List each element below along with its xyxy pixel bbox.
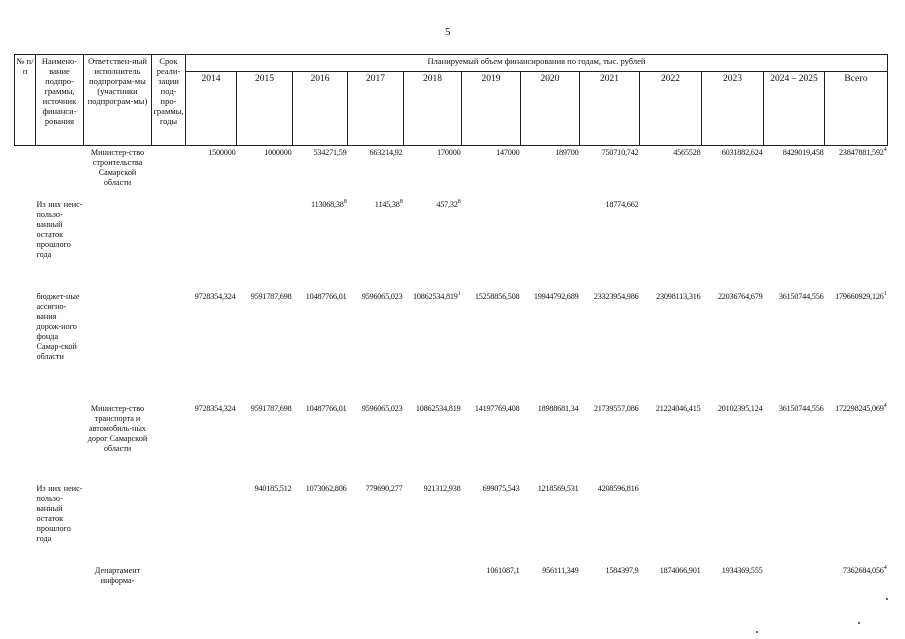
value-text: 179660929,126 [835,291,884,301]
footnote-mark: 1 [883,290,887,297]
cell-value [462,482,521,564]
cell-value [702,290,764,402]
header-funding-group: Планируемый объем финансирования по годам, тыс. рублей [186,55,888,72]
table-row [15,564,888,604]
cell-executor: Департамент информа- [94,565,141,585]
cell-value [348,198,404,290]
value-text: 36150744,556 [778,403,824,413]
cell-value [348,482,404,564]
cell-value [764,482,825,564]
cell-value [702,198,764,290]
header-year: 2019 [462,72,521,146]
header-term: Срок реали-зации под-про-граммы, годы [152,55,186,146]
value-text: 1500000 [208,148,236,157]
value-text: 9728354,324 [194,403,236,413]
value-text: 18988681,34 [537,403,579,413]
cell-value [348,402,404,482]
footnote-mark: 1 [457,290,461,297]
cell-value [237,146,293,198]
cell-value [580,402,640,482]
cell-source: бюджет-ные ассигно-вания дорож-ного фонда Самар-ской области [36,291,80,361]
cell-value [462,198,521,290]
cell-value [702,564,764,604]
value-text: 10487766,01 [305,291,347,301]
cell-value [404,290,462,402]
cell-value [640,482,702,564]
cell-term [152,564,186,604]
value-text: 1061087,1 [486,565,520,575]
cell-term [152,482,186,564]
value-text: 1145,38 [374,199,400,209]
cell-value [404,146,462,198]
value-text: 6031882,624 [721,148,763,157]
value-text: 1934369,555 [721,565,763,575]
table-row [15,482,888,564]
cell-num [15,564,36,604]
cell-executor: Министер-ство строительства Самарской области [90,148,145,187]
value-text: 4208596,816 [597,483,639,493]
header-year: 2018 [404,72,462,146]
value-text: 10487766,01 [305,403,347,413]
cell-value [580,198,640,290]
cell-value [293,146,348,198]
value-text: 19944792,689 [533,291,579,301]
cell-term [152,290,186,402]
cell-value [293,402,348,482]
cell-value [640,146,702,198]
value-text: 956111,349 [542,565,579,575]
value-text: 10862534,819 [413,291,458,301]
header-year: Всего [825,72,888,146]
cell-value [186,564,237,604]
cell-value [825,482,888,564]
cell-executor [84,290,152,402]
financing-table [14,54,888,604]
value-text: 779690,277 [365,483,403,493]
value-text: 18774,662 [605,199,639,209]
cell-executor [84,482,152,564]
header-year: 2022 [640,72,702,146]
cell-value [404,198,462,290]
cell-value [764,198,825,290]
cell-value [348,146,404,198]
table-row [15,402,888,482]
cell-value [186,198,237,290]
cell-value [404,564,462,604]
cell-value [293,198,348,290]
cell-value [521,290,580,402]
cell-value [462,146,521,198]
value-text: 9591787,698 [250,403,292,413]
header-year: 2023 [702,72,764,146]
header-year: 2017 [348,72,404,146]
table-row [15,290,888,402]
cell-num [15,402,36,482]
cell-value [521,564,580,604]
header-year: 2020 [521,72,580,146]
cell-value [825,564,888,604]
cell-value [640,564,702,604]
value-text: 663214,92 [369,148,403,157]
cell-value [521,146,580,198]
value-text: 21739557,086 [593,403,639,413]
cell-value [348,290,404,402]
page-number: 5 [445,26,451,38]
header-year: 2021 [580,72,640,146]
value-text: 23847881,592 [839,148,884,157]
cell-value [764,290,825,402]
table-row [15,146,888,198]
cell-value [462,402,521,482]
header-year: 2024 – 2025 [764,72,825,146]
value-text: 940185,512 [254,483,292,493]
value-text: 9591787,698 [250,291,292,301]
value-text: 921312,938 [423,483,461,493]
cell-value [293,564,348,604]
cell-source: Из них неис-пользо-ванный остаток прошлого года [36,199,83,259]
cell-value [580,564,640,604]
value-text: 15258856,508 [474,291,520,301]
cell-value [293,290,348,402]
cell-value [640,198,702,290]
header-executor: Ответствен-ный исполнитель подпрограм-мы (участники подпрограм-мы) [84,55,152,146]
footnote-mark: 8 [399,198,403,205]
footnote-mark: 8 [457,198,461,205]
value-text: 4565528 [673,148,701,157]
value-text: 189700 [555,148,579,157]
cell-term [152,146,186,198]
value-text: 1874066,901 [659,565,701,575]
value-text: 534271,59 [313,148,347,157]
header-year: 2016 [293,72,348,146]
value-text: 1000000 [264,148,292,157]
cell-value [521,402,580,482]
cell-source [36,564,84,604]
footnote-mark: 8 [343,198,347,205]
cell-num [15,198,36,290]
cell-executor: Министер-ство транспорта и автомобиль-ных дорог Самарской области [87,403,148,453]
value-text: 8429019,458 [782,148,824,157]
cell-value [404,482,462,564]
value-text: 23098113,316 [656,291,701,301]
cell-term [152,198,186,290]
footnote-mark: 4 [883,147,887,153]
cell-value [825,402,888,482]
cell-value [580,290,640,402]
value-text: 23323954,986 [593,291,639,301]
header-name: Наимено-вание подпро-граммы, источник финанси-рования [36,55,84,146]
cell-value [237,564,293,604]
cell-value [702,402,764,482]
value-text: 20102395,124 [717,403,763,413]
cell-value [237,290,293,402]
cell-term [152,402,186,482]
value-text: 14197769,408 [474,403,520,413]
cell-source [36,402,84,482]
cell-value [186,146,237,198]
cell-value [640,402,702,482]
cell-value [825,198,888,290]
cell-value [640,290,702,402]
cell-value [580,482,640,564]
value-text: 147000 [496,148,520,157]
value-text: 113068,38 [310,199,344,209]
value-text: 1073062,806 [305,483,347,493]
value-text: 22036764,679 [717,291,763,301]
value-text: 9596065,023 [361,403,403,413]
value-text: 10862534,819 [415,403,461,413]
header-year: 2015 [237,72,293,146]
cell-value [186,290,237,402]
cell-value [237,482,293,564]
value-text: 750710,742 [601,148,639,157]
value-text: 9596065,023 [361,291,403,301]
cell-value [348,564,404,604]
cell-num [15,146,36,198]
header-year: 2014 [186,72,237,146]
cell-value [764,564,825,604]
cell-value [237,402,293,482]
value-text: 7362684,056 [842,565,884,575]
value-text: 172298245,069 [835,403,884,413]
cell-value [237,198,293,290]
value-text: 21224046,415 [655,403,701,413]
cell-value [702,146,764,198]
cell-num [15,290,36,402]
cell-value [186,402,237,482]
cell-value [764,146,825,198]
cell-value [293,482,348,564]
cell-executor [84,198,152,290]
cell-source [36,146,84,198]
value-text: 170000 [437,148,461,157]
footnote-mark: 4 [883,564,887,571]
footnote-mark: 4 [883,402,887,409]
cell-value [186,482,237,564]
table-row [15,198,888,290]
cell-value [462,564,521,604]
cell-value [580,146,640,198]
cell-value [462,290,521,402]
cell-num [15,482,36,564]
value-text: 1584397,9 [605,565,639,575]
cell-value [825,146,888,198]
cell-source: Из них неис-пользо-ванный остаток прошлого года [36,483,83,543]
cell-value [764,402,825,482]
value-text: 36150744,556 [778,291,824,301]
value-text: 9728354,324 [194,291,236,301]
value-text: 457,32 [436,199,458,209]
cell-value [702,482,764,564]
header-num: № п/п [15,55,36,146]
value-text: 1218569,531 [537,483,579,493]
cell-value [825,290,888,402]
value-text: 699075,543 [482,483,520,493]
cell-value [404,402,462,482]
cell-value [521,198,580,290]
cell-value [521,482,580,564]
